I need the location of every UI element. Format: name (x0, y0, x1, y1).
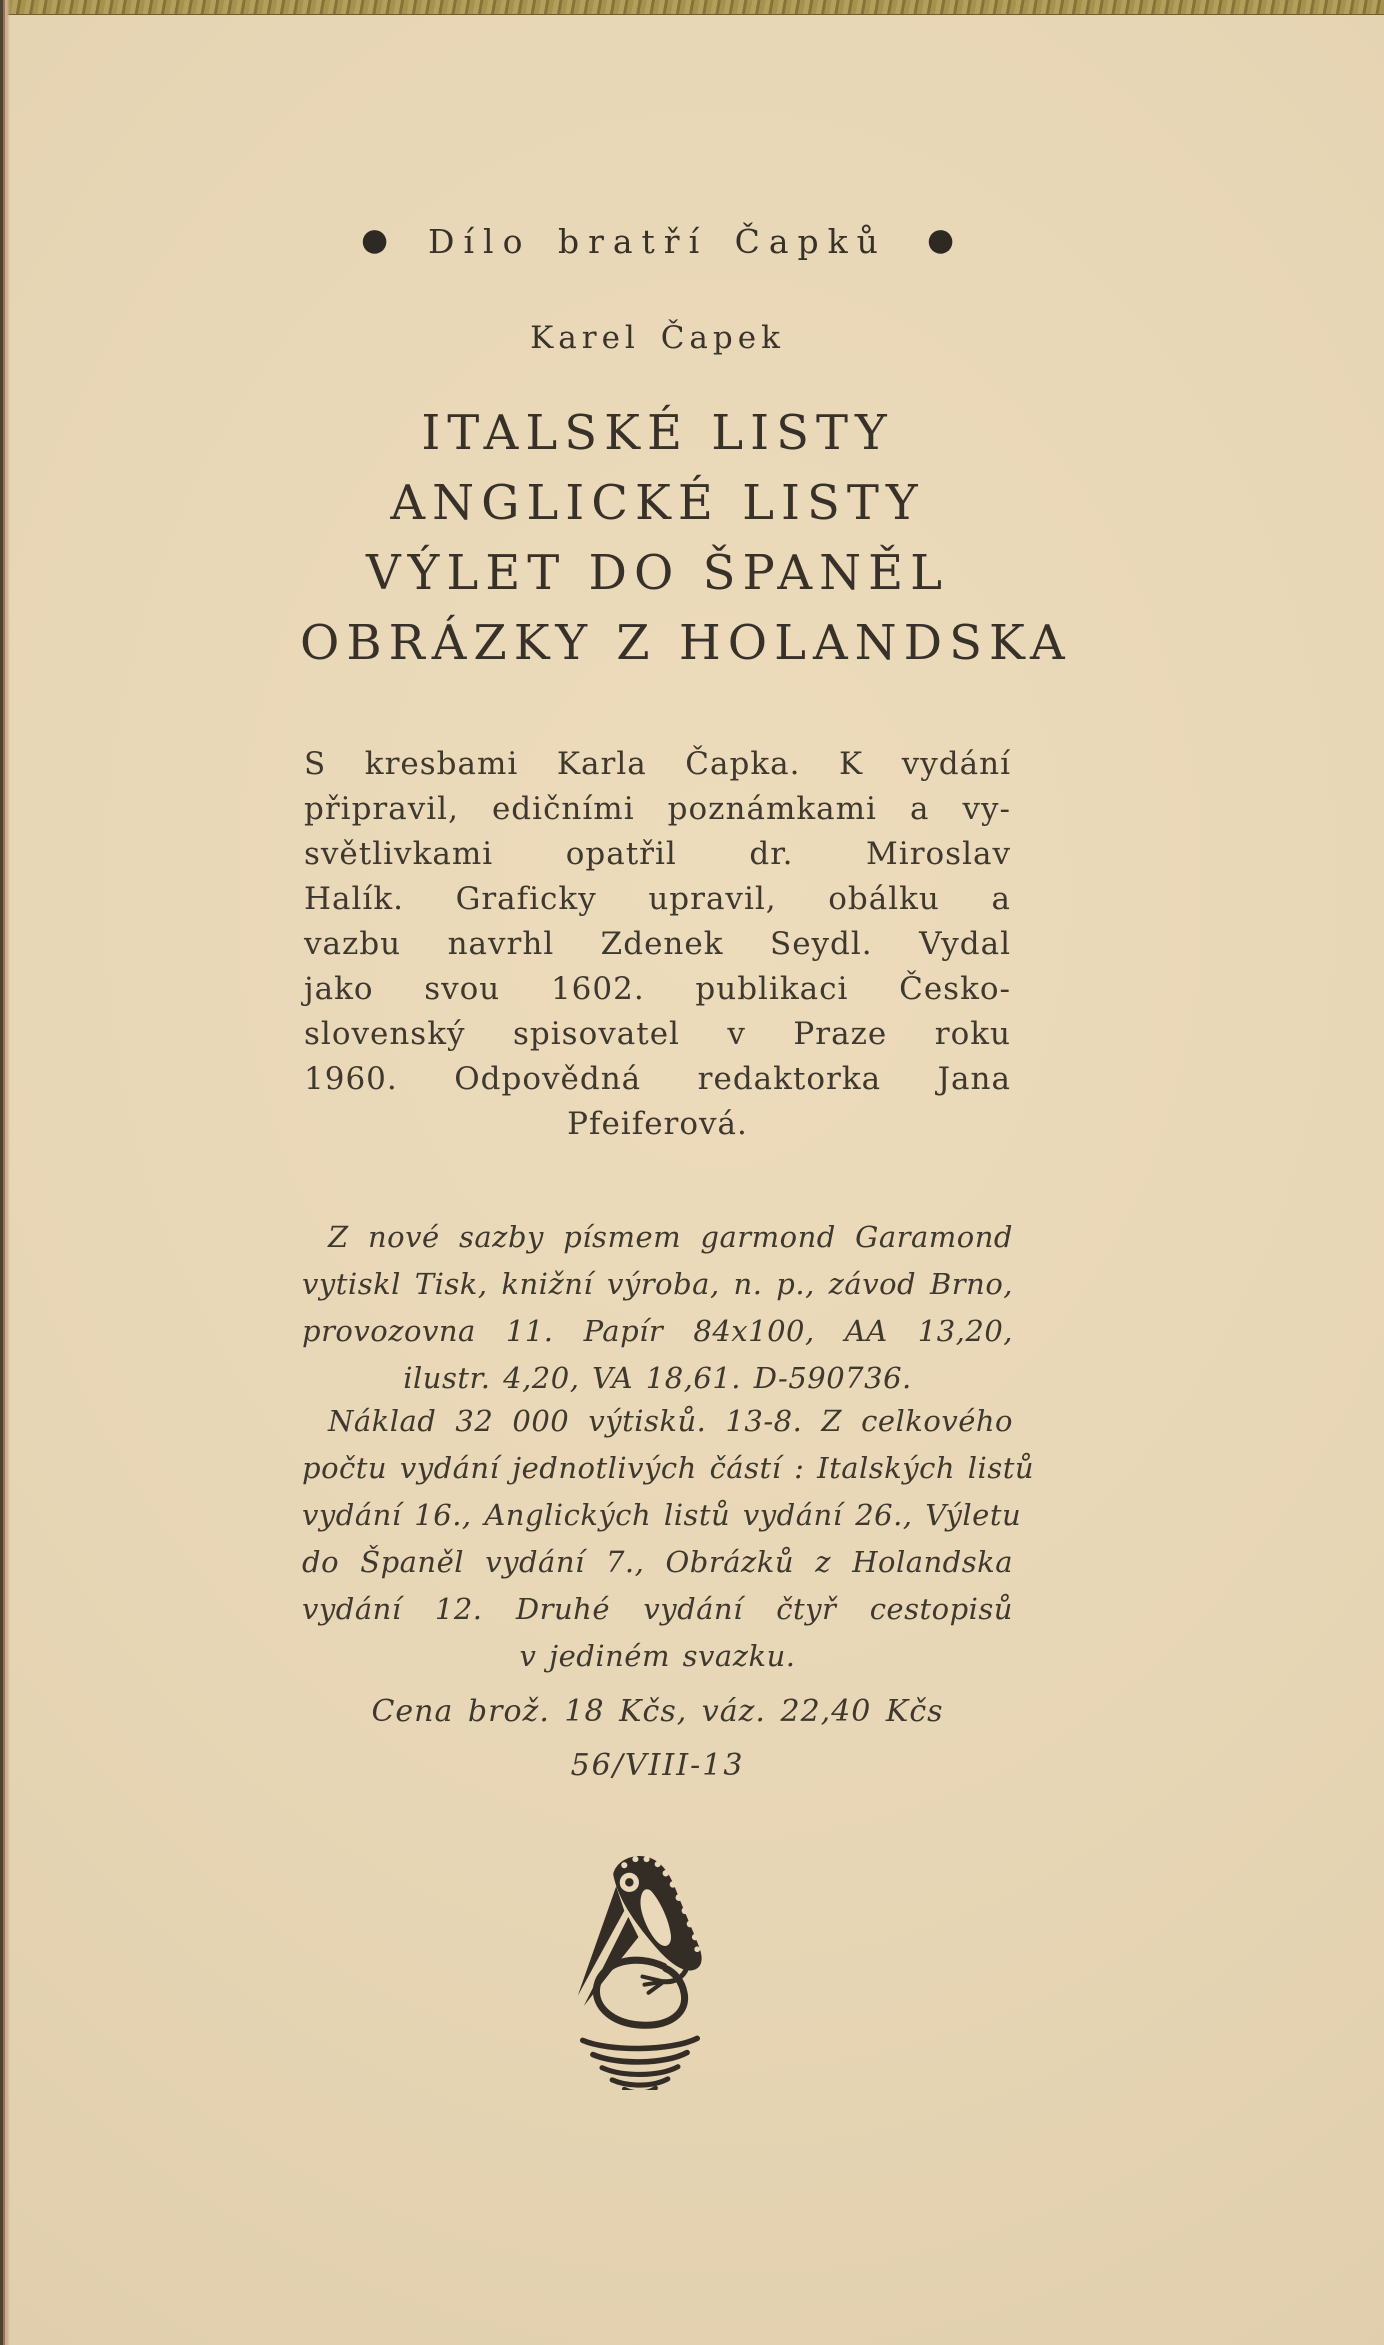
printing-colophon (302, 1214, 1013, 1402)
imprint-line: jako svou 1602. publikaci Česko- (304, 971, 1011, 1007)
title-line: ITALSKÉ LISTY (421, 405, 894, 461)
colophon-line: Náklad 32 000 výtisků. 13-8. Z celkového (328, 1404, 1013, 1438)
imprint-line: S kresbami Karla Čapka. K vydání (304, 746, 1011, 782)
colophon-line: provozovna 11. Papír 84x100, AA 13,20, (302, 1314, 1013, 1348)
colophon-line: Z nové sazby písmem garmond Garamond (328, 1220, 1013, 1254)
title-line: ANGLICKÉ LISTY (390, 475, 925, 531)
colophon-line: ilustr. 4,20, VA 18,61. D-590736. (403, 1361, 912, 1395)
gilded-page-top-edge (0, 0, 1384, 14)
imprint-line: připravil, edičními poznámkami a vy- (304, 791, 1011, 827)
colophon-line: do Španěl vydání 7., Obrázků z Holandska (302, 1545, 1013, 1579)
colophon-line: v jediném svazku. (519, 1639, 796, 1673)
series-header (300, 222, 1015, 261)
author-name: Karel Čapek (530, 320, 785, 356)
catalog-number: 56/VIII-13 (570, 1748, 745, 1783)
imprint-line: Pfeiferová. (567, 1106, 748, 1142)
colophon-line: vydání 16., Anglických listů vydání 26., Výletu (302, 1498, 1022, 1532)
book-titles (300, 398, 1072, 678)
series-title: Dílo bratří Čapků (428, 222, 887, 261)
imprint-line: 1960. Odpovědná redaktorka Jana (304, 1061, 1011, 1097)
bullet-ornament-right-icon: ● (926, 222, 954, 258)
imprint-line: světlivkami opatřil dr. Miroslav (304, 836, 1011, 872)
colophon-line: počtu vydání jednotlivých částí : Italských listů (302, 1451, 1035, 1485)
price-line: Cena brož. 18 Kčs, váz. 22,40 Kčs (371, 1694, 944, 1729)
title-line: OBRÁZKY Z HOLANDSKA (300, 615, 1072, 671)
bullet-ornament-left-icon: ● (360, 222, 389, 258)
title-line: VÝLET DO ŠPANĚL (366, 545, 949, 601)
imprint-paragraph (304, 742, 1011, 1147)
binding-edge-shadow (0, 0, 10, 2345)
imprint-line: Halík. Graficky upravil, obálku a (304, 881, 1011, 917)
publisher-bird-emblem-icon (564, 1852, 719, 2090)
colophon-line: vydání 12. Druhé vydání čtyř cestopisů (302, 1592, 1013, 1626)
imprint-line: vazbu navrhl Zdenek Seydl. Vydal (304, 926, 1011, 962)
colophon-line: vytiskl Tisk, knižní výroba, n. p., závod Brno, (302, 1267, 1013, 1301)
edition-colophon (302, 1398, 1035, 1680)
imprint-line: slovenský spisovatel v Praze roku (304, 1016, 1011, 1052)
